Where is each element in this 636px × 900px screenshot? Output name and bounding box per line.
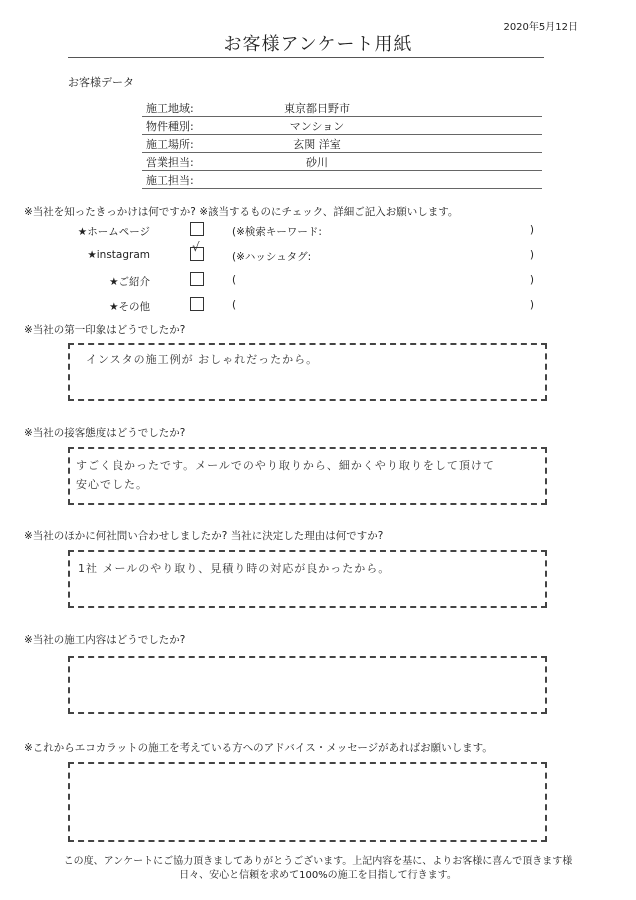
- footer-line-2: 日々、安心と信頼を求めて100%の施工を目指して行きます。: [179, 870, 457, 881]
- handwritten-answer: 1社 メールのやり取り、見積り時の対応が良かったから。: [78, 562, 391, 575]
- close-paren: ): [529, 249, 534, 261]
- detail-label: (※検索キーワード:: [232, 226, 322, 238]
- check-mark-icon: √: [192, 240, 200, 254]
- option-label: ★instagram: [87, 249, 150, 261]
- option-label: ★その他: [109, 301, 150, 313]
- detail-label: (: [232, 299, 237, 311]
- question-advice: ※これからエコカラットの施工を考えている方へのアドバイス・メッセージがあればお願いします。: [24, 742, 493, 754]
- referral-checkbox[interactable]: [190, 272, 204, 286]
- close-paren: ): [529, 224, 534, 236]
- row-label: 物件種別:: [146, 120, 194, 133]
- page-title: お客様アンケート用紙: [223, 34, 413, 55]
- handwritten-answer: インスタの施工例が おしゃれだったから。: [86, 353, 319, 366]
- detail-label: (※ハッシュタグ:: [232, 251, 312, 263]
- option-detail-homepage: [232, 224, 534, 239]
- option-detail-other: [232, 299, 534, 311]
- question-other-companies: ※当社のほかに何社問い合わせしましたか? 当社に決定した理由は何ですか?: [24, 530, 384, 542]
- customer-row-installer: [142, 172, 542, 189]
- option-label: ★ホームページ: [77, 226, 150, 238]
- row-label: 営業担当:: [146, 156, 194, 169]
- answer-box-advice[interactable]: [68, 762, 547, 842]
- title-underline: [68, 57, 544, 58]
- question-discovery: ※当社を知ったきっかけは何ですか? ※該当するものにチェック、詳細ご記入お願いします。: [24, 206, 459, 218]
- option-detail-instagram: [232, 249, 534, 264]
- footer-line-1: この度、アンケートにご協力頂きましてありがとうございます。上記内容を基に、よりお客様に喜んで頂きます様: [63, 856, 573, 867]
- answer-box-work-quality[interactable]: [68, 656, 547, 714]
- option-label: ★ご紹介: [109, 276, 150, 288]
- customer-row-area: [142, 100, 542, 117]
- survey-date: 2020年5月12日: [503, 22, 578, 33]
- detail-label: (: [232, 274, 237, 286]
- question-customer-service: ※当社の接客態度はどうでしたか?: [24, 427, 186, 439]
- answer-box-first-impression[interactable]: [68, 343, 547, 401]
- row-label: 施工場所:: [146, 138, 194, 151]
- customer-row-location: [142, 136, 542, 153]
- row-label: 施工担当:: [146, 174, 194, 187]
- customer-row-sales-rep: [142, 154, 542, 171]
- homepage-checkbox[interactable]: [190, 222, 204, 236]
- close-paren: ): [529, 274, 534, 286]
- row-label: 施工地域:: [146, 102, 194, 115]
- other-checkbox[interactable]: [190, 297, 204, 311]
- row-value: 砂川: [306, 156, 328, 169]
- question-first-impression: ※当社の第一印象はどうでしたか?: [24, 324, 186, 336]
- customer-row-property-type: [142, 118, 542, 135]
- question-work-quality: ※当社の施工内容はどうでしたか?: [24, 634, 186, 646]
- row-value: マンション: [289, 120, 345, 133]
- answer-box-customer-service[interactable]: [68, 447, 547, 505]
- row-value: 東京都日野市: [284, 102, 350, 115]
- row-value: 玄関 洋室: [293, 138, 341, 151]
- close-paren: ): [529, 299, 534, 311]
- customer-data-heading: お客様データ: [68, 76, 134, 89]
- option-detail-referral: [232, 274, 534, 286]
- handwritten-answer-line2: 安心でした。: [76, 478, 148, 491]
- handwritten-answer-line1: すごく良かったです。メールでのやり取りから、細かくやり取りをして頂けて: [76, 459, 495, 472]
- answer-box-other-companies[interactable]: [68, 550, 547, 608]
